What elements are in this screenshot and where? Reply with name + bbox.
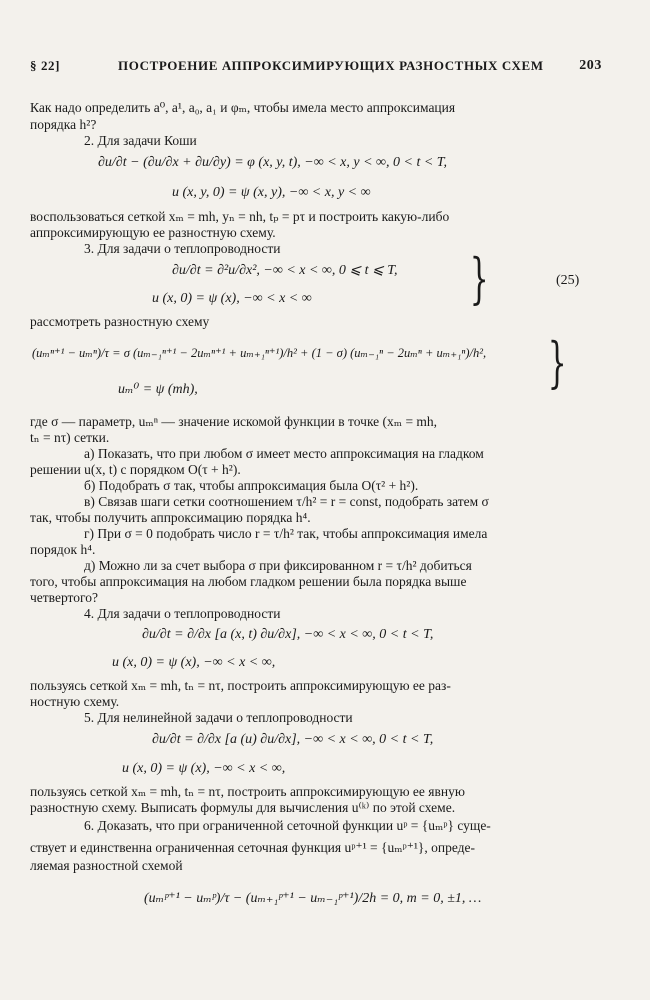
formula-difference-scheme: (uₘⁿ⁺¹ − uₘⁿ)/τ = σ (uₘ₋₁ⁿ⁺¹ − 2uₘⁿ⁺¹ + uₘ₊₁ⁿ⁺¹)/h² + (1 − σ) (uₘ₋₁ⁿ − 2uₘⁿ + uₘ₊₁ⁿ)/h²,	[32, 346, 487, 360]
text-line: того, чтобы аппроксимация на любом гладком решении была порядка выше	[30, 574, 467, 589]
text-line: д) Можно ли за счет выбора σ при фиксированном r = τ/h² добиться	[84, 558, 472, 573]
problem-5-heading: 5. Для нелинейной задачи о теплопроводности	[84, 710, 353, 725]
problem-2-heading: 2. Для задачи Коши	[84, 133, 197, 148]
right-brace: }	[547, 331, 567, 394]
formula-heat-variable-initial: u (x, 0) = ψ (x), −∞ < x < ∞,	[112, 655, 276, 670]
formula-heat-variable-coef: ∂u/∂t = ∂/∂x [a (x, t) ∂u/∂x], −∞ < x < ∞, 0 < t < T,	[142, 627, 434, 642]
problem-3-heading: 3. Для задачи о теплопроводности	[84, 241, 281, 256]
right-brace: }	[469, 247, 489, 310]
text-line: Как надо определить a⁰, a¹, a₀, a₁ и φₘ, чтобы имела место аппроксимация	[30, 100, 456, 115]
text-line: tₙ = nτ) сетки.	[30, 430, 110, 445]
text-line: решении u(x, t) с порядком O(τ + h²).	[30, 462, 241, 477]
formula-heat-equation: ∂u/∂t = ∂²u/∂x², −∞ < x < ∞, 0 ⩽ t ⩽ T,	[172, 263, 398, 278]
text-line: г) При σ = 0 подобрать число r = τ/h² так, чтобы аппроксимация имела	[84, 526, 488, 541]
section-mark: § 22]	[30, 58, 61, 73]
text-line: а) Показать, что при любом σ имеет место аппроксимация на гладком	[84, 446, 484, 461]
formula-cauchy-initial: u (x, y, 0) = ψ (x, y), −∞ < x, y < ∞	[172, 185, 371, 200]
formula-heat-initial: u (x, 0) = ψ (x), −∞ < x < ∞	[152, 291, 312, 306]
text-line: так, чтобы получить аппроксимацию порядка h⁴.	[30, 510, 311, 525]
formula-cauchy-equation: ∂u/∂t − (∂u/∂x + ∂u/∂y) = φ (x, y, t), −∞ < x, y < ∞, 0 < t < T,	[98, 155, 448, 170]
text-line: где σ — параметр, uₘⁿ — значение искомой функции в точке (xₘ = mh,	[30, 414, 438, 429]
text-line: порядка h²?	[30, 117, 97, 132]
formula-scheme-6: (uₘᵖ⁺¹ − uₘᵖ)/τ − (uₘ₊₁ᵖ⁺¹ − uₘ₋₁ᵖ⁺¹)/2h = 0, m = 0, ±1, …	[144, 891, 482, 906]
text-line: пользуясь сеткой xₘ = mh, tₙ = nτ, построить аппроксимирующую ее раз-	[30, 678, 451, 693]
running-header	[30, 58, 602, 78]
text-line: ствует и единственна ограниченная сеточная функция uᵖ⁺¹ = {uₘᵖ⁺¹}, опреде-	[30, 840, 475, 855]
formula-nonlinear-initial: u (x, 0) = ψ (x), −∞ < x < ∞,	[122, 761, 286, 776]
text-line: рассмотреть разностную схему	[30, 314, 210, 329]
problem-4-heading: 4. Для задачи о теплопроводности	[84, 606, 281, 621]
formula-difference-initial: uₘ⁰ = ψ (mh),	[118, 382, 198, 397]
text-line: б) Подобрать σ так, чтобы аппроксимация была O(τ² + h²).	[84, 478, 419, 493]
text-line: порядок h⁴.	[30, 542, 96, 557]
text-line: разностную схему. Выписать формулы для вычисления u⁽ᵏ⁾ по этой схеме.	[30, 800, 456, 815]
text-line: воспользоваться сеткой xₘ = mh, yₙ = nh, tₚ = pτ и построить какую-либо	[30, 209, 450, 224]
text-line: ностную схему.	[30, 694, 120, 709]
problem-6-heading: 6. Доказать, что при ограниченной сеточной функции uᵖ = {uₘᵖ} суще-	[84, 818, 491, 833]
page-number: 203	[579, 58, 602, 73]
text-line: ляемая разностной схемой	[30, 858, 183, 873]
text-line: аппроксимирующую ее разностную схему.	[30, 225, 276, 240]
running-title: ПОСТРОЕНИЕ АППРОКСИМИРУЮЩИХ РАЗНОСТНЫХ СХЕМ	[118, 58, 544, 73]
text-line: четвертого?	[30, 590, 98, 605]
equation-number: (25)	[556, 273, 580, 288]
text-line: в) Связав шаги сетки соотношением τ/h² = r = const, подобрать затем σ	[84, 494, 489, 509]
text-line: пользуясь сеткой xₘ = mh, tₙ = nτ, построить аппроксимирующую ее явную	[30, 784, 465, 799]
formula-nonlinear-heat: ∂u/∂t = ∂/∂x [a (u) ∂u/∂x], −∞ < x < ∞, 0 < t < T,	[152, 732, 434, 747]
